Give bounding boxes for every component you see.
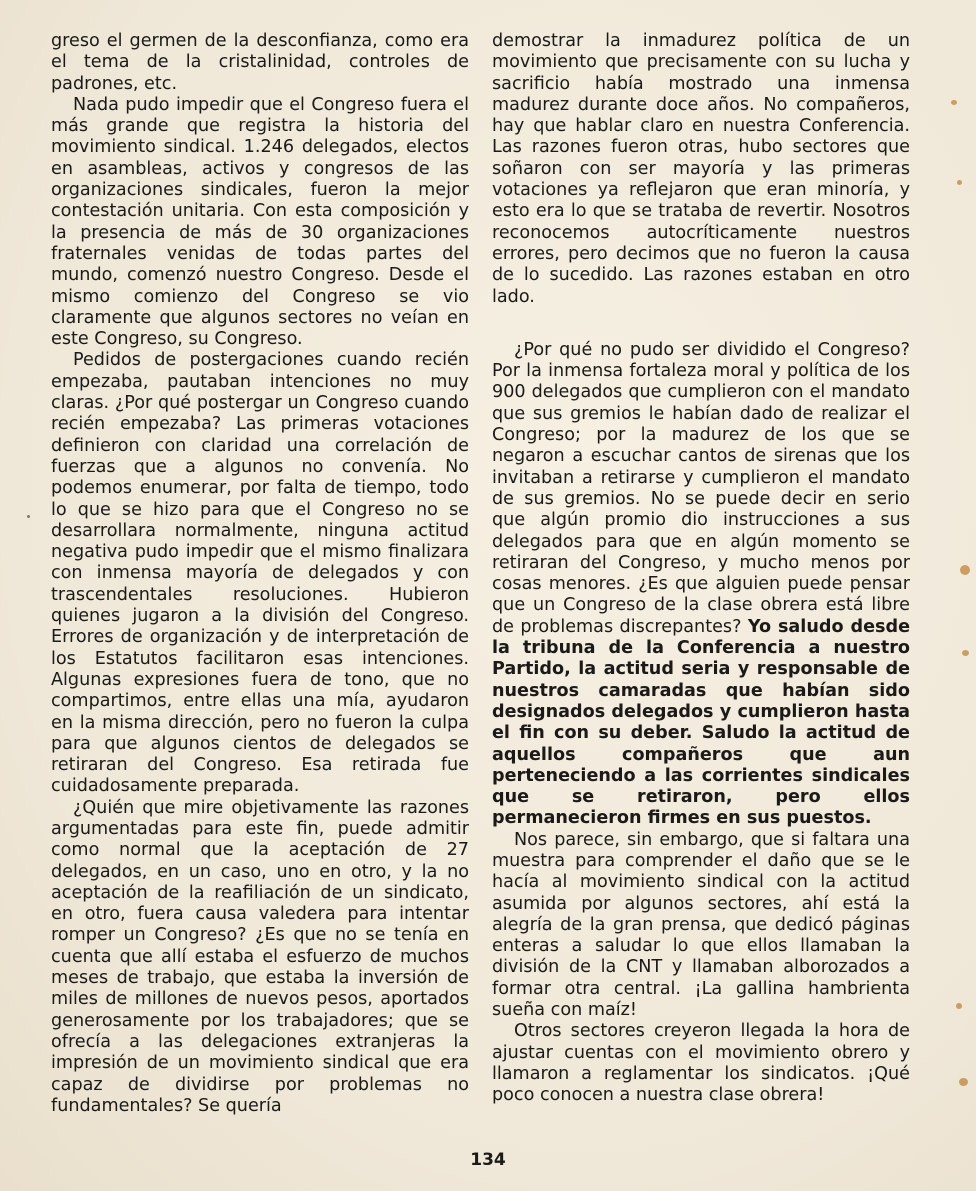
paragraph-text: ¿Por qué no pudo ser dividido el Congreso? Por la inmensa fortaleza moral y política de los 900 delegados que cumplieron con el mandato que sus gremios le habían dado de realizar el Congreso; por la madurez de los que se negaron a escuchar cantos de sirenas que los invitaban a retirarse y cumplieron el mandato de sus gremios. No se puede decir en serio que algún promio dio instrucciones a sus delegados para que en algún momento se retiraran del Congreso, y mucho menos por cosas menores. ¿Es que alguien puede pensar que un Congreso de la clase obrera está libre de problemas discrepantes? xyxy=(492,339,910,637)
paper-stain xyxy=(957,180,962,185)
paper-stain xyxy=(962,650,969,656)
page-number: 134 xyxy=(470,1150,506,1170)
paragraph: Nos parece, sin embargo, que si faltara una muestra para comprender el daño que se le hacía al movimiento sindical con la actitud asumida por algunos sectores, ahí está la alegría de la gran prensa, que dedicó páginas enteras a saludar lo que ellos llamaban la división de la CNT y llamaban alborozados a formar otra central. ¡La gallina hambrienta sueña con maíz! xyxy=(492,829,910,1021)
paper-stain xyxy=(960,565,970,575)
paper-stain xyxy=(959,1078,968,1086)
paper-stain xyxy=(951,100,957,105)
paragraph: Otros sectores creyeron llegada la hora de ajustar cuentas con el movimiento obrero y llamaron a reglamentar los sindicatos. ¡Qué poco conocen a nuestra clase obrera! xyxy=(492,1021,910,1106)
paragraph: demostrar la inmadurez política de un movimiento que precisamente con su lucha y sacrificio había mostrado una inmensa madurez durante doce años. No compañeros, hay que hablar claro en nuestra Conferencia. Las razones fueron otras, hubo sectores que soñaron con ser mayoría y las primeras votaciones ya reflejaron que eran minoría, y esto era lo que se trataba de revertir. Nosotros reconocemos autocríticamente nuestros errores, pero decimos que no fueron la causa de lo sucedido. Las razones estaban en otro lado. xyxy=(492,31,910,307)
paragraph: ¿Quién que mire objetivamente las razones argumentadas para este fin, puede admitir como normal que la aceptación de 27 delegados, en un caso, uno en otro, y la no aceptación de la reafiliación de un sindicato, en otro, fuera causa valedera para intentar romper un Congreso? ¿Es que no se tenía en cuenta que allí estaba el esfuerzo de muchos meses de trabajo, que estaba la inversión de miles de millones de nuevos pesos, aportados generosamente por los trabajadores; que se ofrecía a las delegaciones extranjeras la impresión de un movimiento sindical que era capaz de dividirse por problemas no fundamentales? Se quería xyxy=(51,797,469,1116)
right-column xyxy=(492,31,910,1107)
paper-stain xyxy=(27,515,30,518)
paragraph xyxy=(492,340,910,830)
paragraph: Pedidos de postergaciones cuando recién empezaba, pautaban intenciones no muy claras. ¿Por qué postergar un Congreso cuando recién empezaba? Las primeras votaciones definieron con claridad una correlación de fuerzas que a algunos no convenía. No podemos enumerar, por falta de tiempo, todo lo que se hizo para que el Congreso no se desarrollara normalmente, ninguna actitud negativa pudo impedir que el mismo finalizara con inmensa mayoría de delegados y con trascendentales resoluciones. Hubieron quienes jugaron a la división del Congreso. Errores de organización y de interpretación de los Estatutos facilitaron esas intenciones. Algunas expresiones fuera de tono, que no compartimos, entre ellas una mía, ayudaron en la misma dirección, pero no fueron la culpa para que algunos cientos de delegados se retiraran del Congreso. Esa retirada fue cuidadosamente preparada. xyxy=(51,350,469,797)
left-column xyxy=(51,31,469,1117)
paragraph: Nada pudo impedir que el Congreso fuera el más grande que registra la historia del movimiento sindical. 1.246 delegados, electos en asambleas, activos y congresos de las organizaciones sindicales, fueron la mejor contestación unitaria. Con esta composición y la presencia de más de 30 organizaciones fraternales venidas de todas partes del mundo, comenzó nuestro Congreso. Desde el mismo comienzo del Congreso se vio claramente que algunos sectores no veían en este Congreso, su Congreso. xyxy=(51,94,469,350)
paragraph: greso el germen de la desconfianza, como era el tema de la cristalinidad, controles de padrones, etc. xyxy=(51,31,469,94)
paper-stain xyxy=(956,1003,962,1009)
bold-statement: Yo saludo desde la tribuna de la Conferencia a nuestro Partido, la actitud seria y responsable de nuestros camaradas que habían sido designados delegados y cumplieron hasta el fin con su deber. Saludo la actitud de aquellos compañeros que aun perteneciendo a las corrientes sindicales que se retiraron, pero ellos permanecieron firmes en sus puestos. xyxy=(492,616,910,829)
